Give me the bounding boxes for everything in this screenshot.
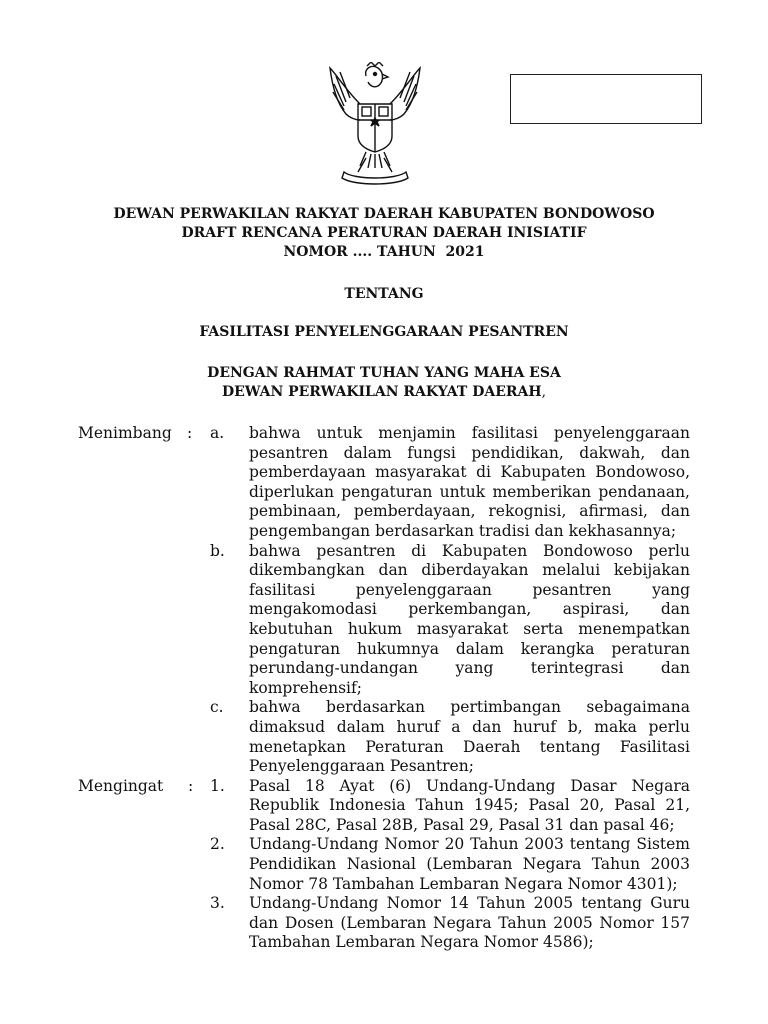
menimbang-item-c	[78, 698, 690, 776]
item-marker: c.	[210, 698, 224, 717]
preamble-line-1: DENGAN RAHMAT TUHAN YANG MAHA ESA	[207, 365, 561, 381]
mengingat-label: Mengingat	[78, 776, 164, 795]
item-marker: a.	[210, 424, 225, 442]
item-text: bahwa untuk menjamin fasilitasi penyelenggaraan pesantren dalam fungsi pendidikan, dakwah, dan pemberdayaan masyarakat di Kabupaten Bondowoso, diperlukan pengaturan untuk memberikan pendanaan, pembinaan, pemberdayaan, rekognisi, afirmasi, dan pengembangan berdasarkan tradisi dan kekhasannya;	[249, 424, 690, 540]
item-text: Undang-Undang Nomor 14 Tahun 2005 tentang Guru dan Dosen (Lembaran Negara Tahun 2005 Nomor 157 Tambahan Lembaran Negara Nomor 4586);	[249, 894, 690, 952]
menimbang-label: Menimbang	[78, 424, 172, 442]
document-number-box	[510, 74, 702, 124]
item-marker: 3.	[210, 894, 225, 913]
tentang-heading	[0, 285, 768, 304]
item-text: Pasal 18 Ayat (6) Undang-Undang Dasar Negara Republik Indonesia Tahun 1945; Pasal 20, Pasal 21, Pasal 28C, Pasal 28B, Pasal 29, Pasal 31 dan pasal 46;	[249, 776, 690, 834]
council-title: DEWAN PERWAKILAN RAKYAT DAERAH KABUPATEN BONDOWOSO	[113, 206, 655, 222]
mengingat-colon: :	[188, 776, 194, 795]
garuda-emblem-icon	[326, 62, 424, 186]
item-marker: 2.	[210, 835, 225, 854]
regulation-number: NOMOR .... TAHUN 2021	[283, 244, 485, 260]
preamble-line-2	[0, 383, 768, 402]
subject-heading	[0, 323, 768, 342]
mengingat-item-3	[78, 894, 690, 953]
menimbang-item-b	[78, 542, 690, 699]
menimbang-section	[78, 424, 690, 953]
menimbang-colon: :	[187, 424, 193, 442]
preamble-heading	[0, 364, 768, 402]
item-marker: 1.	[210, 776, 225, 795]
item-text: bahwa pesantren di Kabupaten Bondowoso perlu dikembangkan dan diberdayakan melalui kebijakan fasilitasi penyelenggaraan pesantren yang mengakomodasi perkembangan, aspirasi, dan kebutuhan hukum masyarakat serta menempatkan pengaturan hukumnya dalam kerangka peraturan perundang-undangan yang terintegrasi dan komprehensif;	[249, 541, 690, 697]
preamble-council: DEWAN PERWAKILAN RAKYAT DAERAH	[221, 384, 542, 400]
tentang-label: TENTANG	[344, 286, 424, 302]
mengingat-item-2	[78, 835, 690, 894]
item-marker: b.	[210, 541, 225, 560]
item-text: Undang-Undang Nomor 20 Tahun 2003 tentang Sistem Pendidikan Nasional (Lembaran Negara Tahun 2003 Nomor 78 Tambahan Lembaran Negara Nomor 4301);	[249, 835, 690, 893]
menimbang-item-a	[78, 424, 690, 542]
document-title-block	[0, 205, 768, 262]
preamble-comma: ,	[541, 384, 547, 400]
mengingat-item-1	[78, 777, 690, 836]
item-text: bahwa berdasarkan pertimbangan sebagaimana dimaksud dalam huruf a dan huruf b, maka perlu menetapkan Peraturan Daerah tentang Fasilitasi Penyelenggaraan Pesantren;	[249, 698, 690, 776]
subject-title: FASILITASI PENYELENGGARAAN PESANTREN	[199, 324, 569, 340]
draft-title: DRAFT RENCANA PERATURAN DAERAH INISIATIF	[181, 225, 587, 241]
